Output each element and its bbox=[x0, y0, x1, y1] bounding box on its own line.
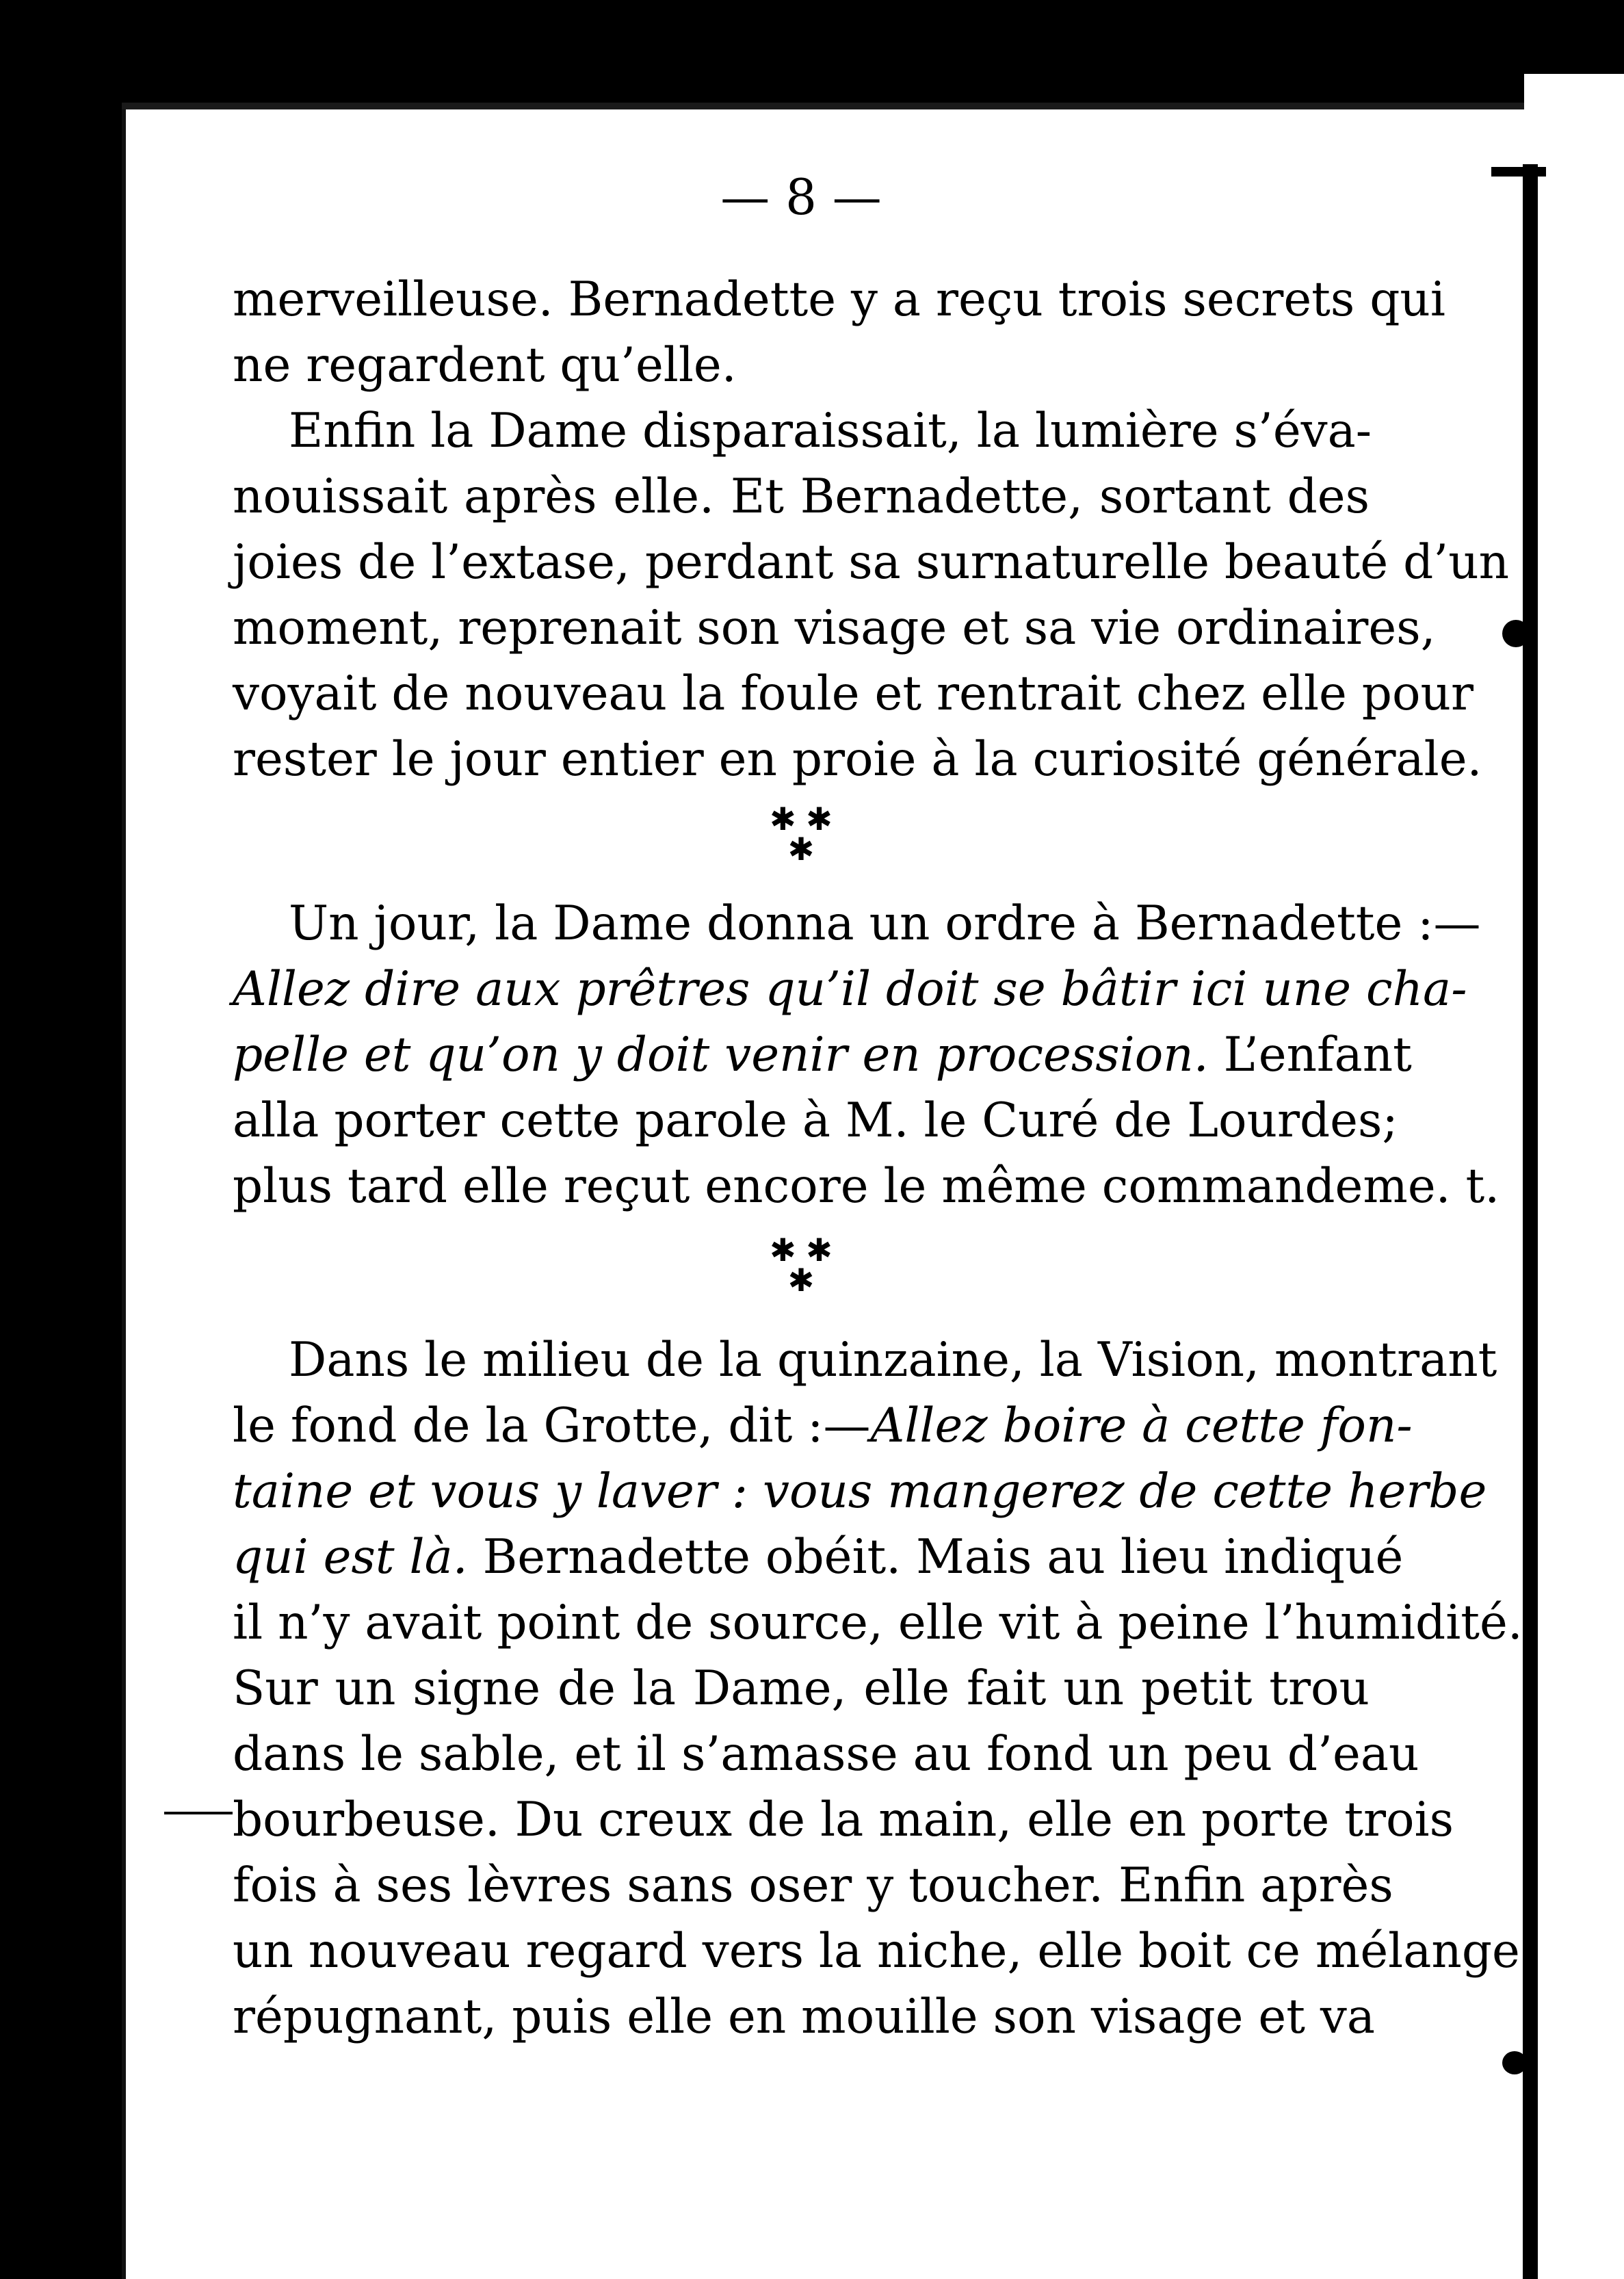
text-line bbox=[233, 1459, 1487, 1524]
text-line: voyait de nouveau la foule et rentrait chez elle pour bbox=[233, 666, 1474, 721]
text-run: Bernadette obéit. Mais au lieu indiqué bbox=[467, 1530, 1404, 1585]
paragraph-2 bbox=[233, 398, 1510, 792]
right-margin bbox=[1524, 74, 1624, 2279]
text-line: moment, reprenait son visage et sa vie ordinaires, bbox=[233, 601, 1436, 655]
text-line bbox=[233, 1984, 1376, 2050]
text-line: ne regardent qu’elle. bbox=[233, 338, 737, 393]
text-run: fois à ses lèvres sans oser y toucher. Enfin après bbox=[233, 1858, 1393, 1913]
text-line bbox=[233, 1393, 1413, 1459]
text-line bbox=[233, 1656, 1370, 1721]
text-line bbox=[233, 1327, 1497, 1393]
text-run: le fond de la Grotte, dit :— bbox=[233, 1398, 871, 1453]
text-line: merveilleuse. Bernadette y a reçu trois secrets qui bbox=[233, 272, 1445, 327]
text-run: bourbeuse. Du creux de la main, elle en porte trois bbox=[233, 1793, 1454, 1847]
text-run-italic: taine et vous y laver : vous mangerez de cette herbe bbox=[233, 1464, 1487, 1519]
text-run: répugnant, puis elle en mouille son visage et va bbox=[233, 1990, 1376, 2044]
scan-speck bbox=[1502, 620, 1530, 647]
text-run: L’enfant bbox=[1208, 1028, 1412, 1082]
text-line bbox=[233, 1088, 1398, 1154]
text-line bbox=[233, 1787, 1454, 1853]
text-line: rester le jour entier en proie à la curiosité générale. bbox=[233, 732, 1482, 787]
text-line: joies de l’extase, perdant sa surnaturelle beauté d’un bbox=[233, 535, 1510, 590]
text-line bbox=[233, 1853, 1393, 1918]
text-line bbox=[233, 1590, 1523, 1656]
paragraph-1 bbox=[233, 267, 1445, 398]
top-border bbox=[122, 103, 1524, 109]
binding-edge bbox=[1523, 164, 1538, 2279]
text-line: Enfin la Dame disparaissait, la lumière s’éva- bbox=[289, 404, 1372, 458]
paragraph-4 bbox=[233, 1327, 1523, 2050]
text-line: nouissait après elle. Et Bernadette, sortant des bbox=[233, 469, 1370, 524]
text-run: un nouveau regard vers la niche, elle boit ce mélange bbox=[233, 1924, 1520, 1979]
text-line bbox=[233, 1721, 1419, 1787]
paragraph-3 bbox=[233, 891, 1500, 1219]
text-line bbox=[233, 956, 1467, 1022]
text-line bbox=[233, 1918, 1520, 1984]
text-line bbox=[233, 1154, 1500, 1219]
scan-speck bbox=[1491, 167, 1546, 177]
scan-speck bbox=[164, 1812, 233, 1814]
text-run-italic: pelle et qu’on y doit venir en procession. bbox=[233, 1028, 1209, 1082]
text-run: dans le sable, et il s’amasse au fond un peu d’eau bbox=[233, 1727, 1419, 1782]
text-run: Dans le milieu de la quinzaine, la Vision, montrant bbox=[289, 1333, 1497, 1388]
text-run: il n’y avait point de source, elle vit à peine l’humidité. bbox=[233, 1596, 1523, 1650]
page-number: — 8 — bbox=[720, 168, 882, 226]
text-run: plus tard elle reçut encore le même commandeme. t. bbox=[233, 1159, 1500, 1214]
text-run: alla porter cette parole à M. le Curé de Lourdes; bbox=[233, 1093, 1398, 1148]
text-run-italic: Allez dire aux prêtres qu’il doit se bâtir ici une cha- bbox=[233, 962, 1467, 1017]
text-line bbox=[233, 1022, 1412, 1088]
text-run-italic: Allez boire à cette fon- bbox=[870, 1398, 1413, 1453]
section-separator: ✱ ✱ ✱ bbox=[770, 800, 833, 868]
section-separator: ✱ ✱ ✱ bbox=[770, 1232, 833, 1299]
text-run-italic: qui est là. bbox=[233, 1530, 468, 1585]
scan-speck bbox=[1502, 2051, 1527, 2074]
text-line bbox=[233, 891, 1481, 956]
text-run: Sur un signe de la Dame, elle fait un petit trou bbox=[233, 1661, 1370, 1716]
text-line bbox=[233, 1524, 1404, 1590]
text-run: Un jour, la Dame donna un ordre à Bernadette :— bbox=[289, 896, 1481, 951]
